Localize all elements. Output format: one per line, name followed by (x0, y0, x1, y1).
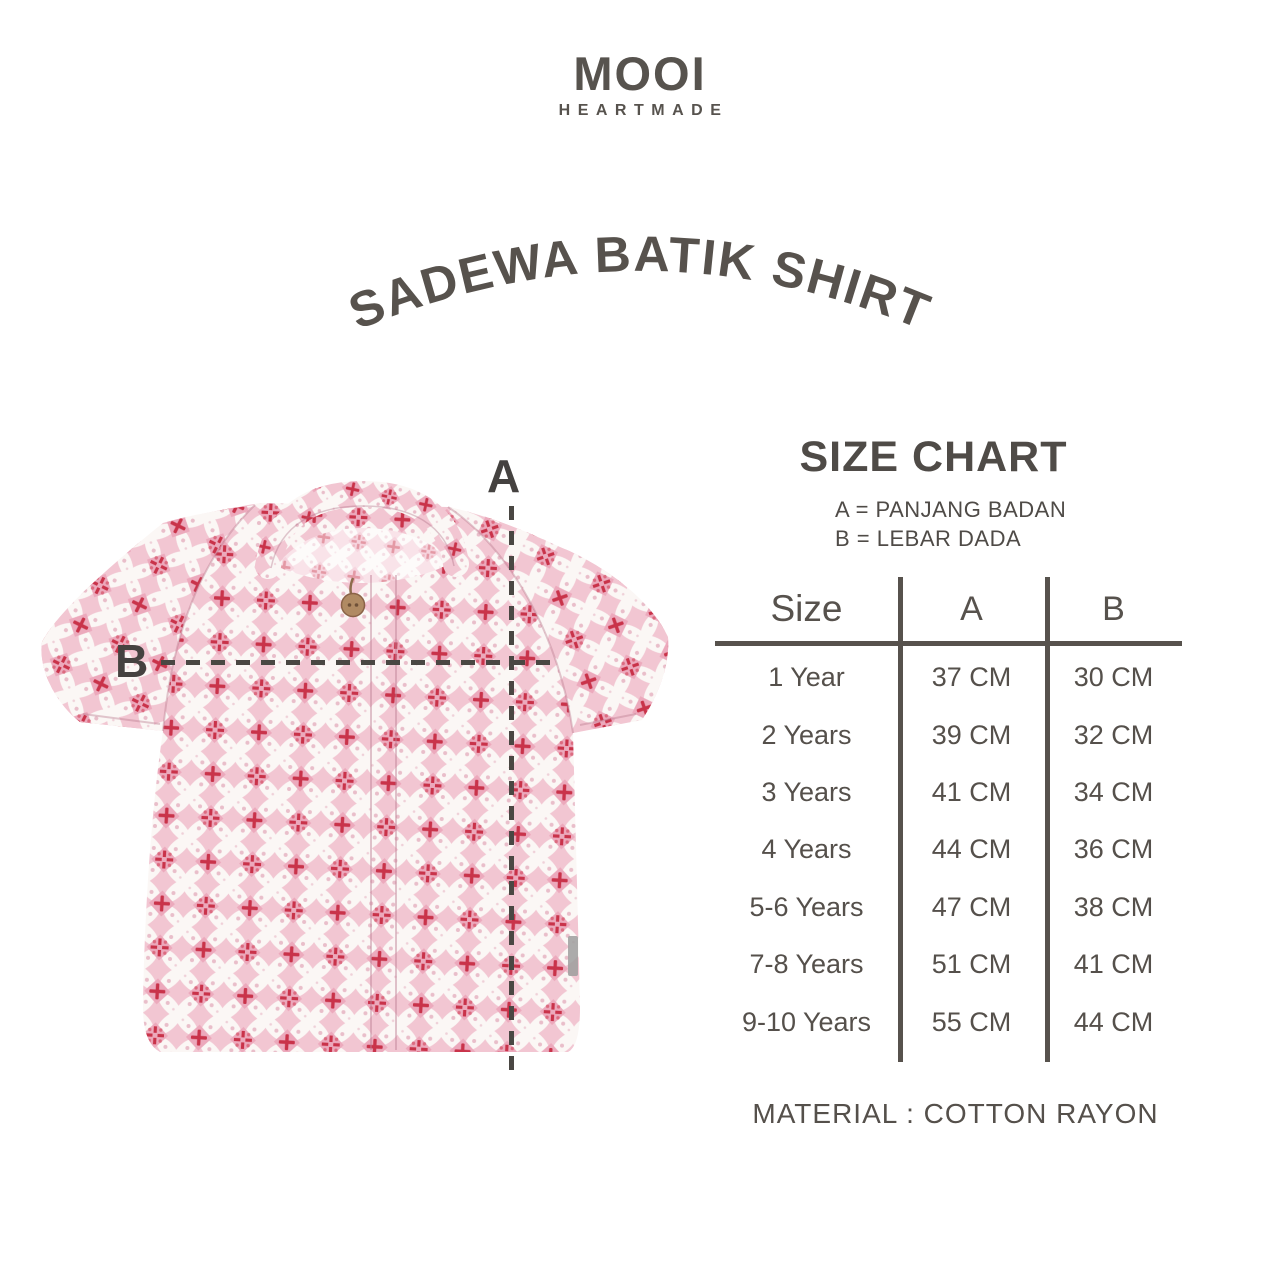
cell-a: 51 CM (931, 949, 1012, 980)
product-title-arc (325, 198, 955, 358)
table-header-row (715, 577, 1182, 641)
legend-a: A = PANJANG BADAN (835, 497, 1067, 522)
table-row (715, 706, 1182, 763)
product-photo-shirt (30, 478, 680, 1080)
cell-b: 32 CM (1073, 719, 1154, 750)
side-seam-tag (568, 936, 578, 976)
table-row (715, 649, 1182, 706)
cell-b: 30 CM (1073, 662, 1154, 693)
table-row (715, 764, 1182, 821)
measure-line-a (509, 506, 514, 1072)
material-note: MATERIAL : COTTON RAYON (752, 1098, 1159, 1129)
legend-b: B = LEBAR DADA (835, 526, 1022, 551)
cell-size: 7-8 Years (749, 949, 864, 980)
column-header-a: A (960, 589, 983, 628)
brand-tagline: HEARTMADE (558, 102, 729, 119)
measure-line-b (161, 660, 557, 665)
size-chart-table (715, 577, 1182, 1062)
cell-a: 37 CM (931, 662, 1012, 693)
cell-size: 2 Years (761, 719, 852, 750)
cell-size: 3 Years (761, 776, 852, 807)
cell-a: 39 CM (931, 719, 1012, 750)
shirt-button (342, 594, 365, 617)
table-row (715, 879, 1182, 936)
table-row (715, 821, 1182, 878)
cell-size: 9-10 Years (741, 1006, 872, 1037)
brand-name: MOOI (573, 47, 707, 100)
cell-a: 41 CM (931, 776, 1012, 807)
svg-text:SADEWA BATIK SHIRT (341, 226, 939, 340)
column-header-b: B (1102, 589, 1125, 628)
cell-size: 4 Years (761, 834, 852, 865)
cell-a: 47 CM (931, 891, 1012, 922)
cell-b: 41 CM (1073, 949, 1154, 980)
cell-size: 5-6 Years (749, 891, 864, 922)
cell-b: 36 CM (1073, 834, 1154, 865)
cell-b: 44 CM (1073, 1006, 1154, 1037)
cell-a: 44 CM (931, 834, 1012, 865)
table-row (715, 993, 1182, 1050)
cell-b: 34 CM (1073, 776, 1154, 807)
size-chart-heading: SIZE CHART (799, 433, 1068, 481)
measure-label-b: B (115, 635, 149, 687)
table-body (715, 649, 1182, 1051)
table-row (715, 936, 1182, 993)
cell-b: 38 CM (1073, 891, 1154, 922)
column-header-size: Size (770, 588, 843, 629)
brand-logo (0, 47, 1280, 120)
size-chart-legend (835, 495, 1066, 553)
table-header-rule (715, 641, 1182, 646)
product-title: SADEWA BATIK SHIRT (341, 225, 939, 341)
cell-size: 1 Year (768, 662, 845, 693)
measure-label-a: A (487, 450, 521, 502)
cell-a: 55 CM (931, 1006, 1012, 1037)
